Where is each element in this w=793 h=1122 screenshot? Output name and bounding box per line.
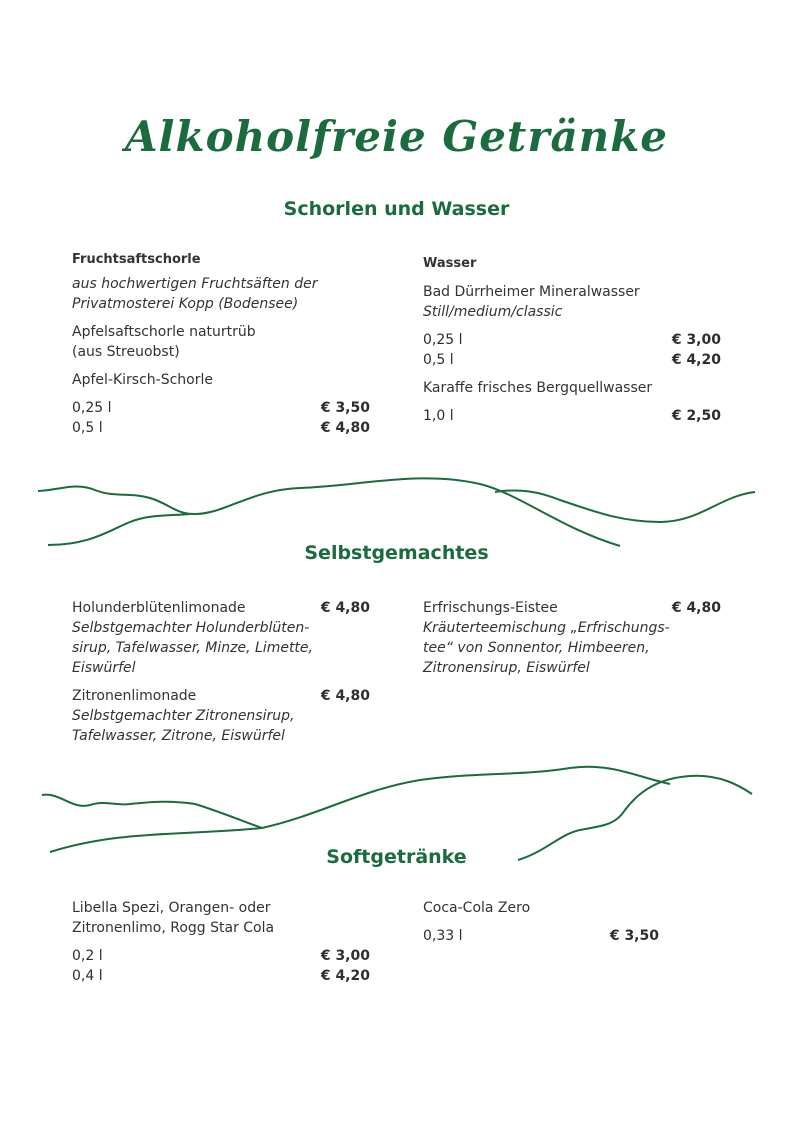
item-name: Zitronenlimo, Rogg Star Cola <box>72 920 275 936</box>
price: € 3,50 <box>609 928 659 944</box>
section-heading-schorlen: Schorlen und Wasser <box>283 198 510 220</box>
item-name: Fruchtsaftschorle <box>72 252 201 267</box>
selbst-left-column <box>72 598 370 746</box>
item-name: Wasser <box>423 256 477 271</box>
price: € 4,20 <box>320 968 370 984</box>
price-row <box>72 946 370 966</box>
price: € 4,80 <box>320 600 370 616</box>
price-row <box>423 406 721 426</box>
price: € 4,80 <box>320 688 370 704</box>
item-description: sirup, Tafelwasser, Minze, Limette, <box>72 640 313 656</box>
volume: 0,25 l <box>423 332 463 348</box>
section-heading-selbst: Selbstgemachtes <box>304 542 489 564</box>
volume: 0,5 l <box>72 420 103 436</box>
schorlen-left-column <box>72 250 370 438</box>
selbst-right-column <box>423 598 721 678</box>
price-row <box>423 926 659 946</box>
schorlen-right-column <box>423 254 721 426</box>
price: € 4,20 <box>671 352 721 368</box>
volume: 0,33 l <box>423 928 463 944</box>
menu-item <box>72 686 370 746</box>
volume: 1,0 l <box>423 408 454 424</box>
item-description: Tafelwasser, Zitrone, Eiswürfel <box>72 728 285 744</box>
price: € 3,50 <box>320 400 370 416</box>
item-description: Still/medium/classic <box>423 304 563 320</box>
price-row <box>72 398 370 418</box>
item-name: (aus Streuobst) <box>72 344 180 360</box>
price-list <box>72 946 370 986</box>
item-description: Kräuterteemischung „Erfrischungs- <box>423 620 670 636</box>
item-description: Zitronensirup, Eiswürfel <box>423 660 590 676</box>
price: € 3,00 <box>671 332 721 348</box>
item-name: Coca-Cola Zero <box>423 900 531 916</box>
price: € 3,00 <box>320 948 370 964</box>
item-name: Apfelsaftschorle naturtrüb <box>72 324 256 340</box>
item-name: Holunderblütenlimonade <box>72 600 246 616</box>
volume: 0,2 l <box>72 948 103 964</box>
price: € 4,80 <box>671 600 721 616</box>
page-title: Alkoholfreie Getränke <box>124 112 669 161</box>
volume: 0,5 l <box>423 352 454 368</box>
item-description: Selbstgemachter Holunderblüten- <box>72 620 310 636</box>
menu-item <box>72 598 370 678</box>
price-row <box>72 966 370 986</box>
item-description: Selbstgemachter Zitronensirup, <box>72 708 295 724</box>
item-name: Libella Spezi, Orangen- oder <box>72 900 271 916</box>
soft-right-column <box>423 898 659 946</box>
volume: 0,25 l <box>72 400 112 416</box>
price-list <box>72 398 370 438</box>
price-list <box>423 330 721 370</box>
item-description: Privatmosterei Kopp (Bodensee) <box>72 296 299 312</box>
price-list <box>423 926 659 946</box>
price-row <box>72 418 370 438</box>
price: € 2,50 <box>671 408 721 424</box>
price-list <box>423 406 721 426</box>
item-name: Apfel-Kirsch-Schorle <box>72 372 213 388</box>
item-name: Erfrischungs-Eistee <box>423 600 558 616</box>
item-description: tee“ von Sonnentor, Himbeeren, <box>423 640 650 656</box>
price-row <box>423 330 721 350</box>
item-name: Karaffe frisches Bergquellwasser <box>423 380 653 396</box>
menu-item <box>423 598 721 678</box>
price: € 4,80 <box>320 420 370 436</box>
soft-left-column <box>72 898 370 986</box>
item-name: Zitronenlimonade <box>72 688 197 704</box>
price-row <box>423 350 721 370</box>
item-description: Eiswürfel <box>72 660 136 676</box>
item-description: aus hochwertigen Fruchtsäften der <box>72 276 318 292</box>
item-name: Bad Dürrheimer Mineralwasser <box>423 284 640 300</box>
volume: 0,4 l <box>72 968 103 984</box>
section-heading-soft: Softgetränke <box>326 846 467 868</box>
